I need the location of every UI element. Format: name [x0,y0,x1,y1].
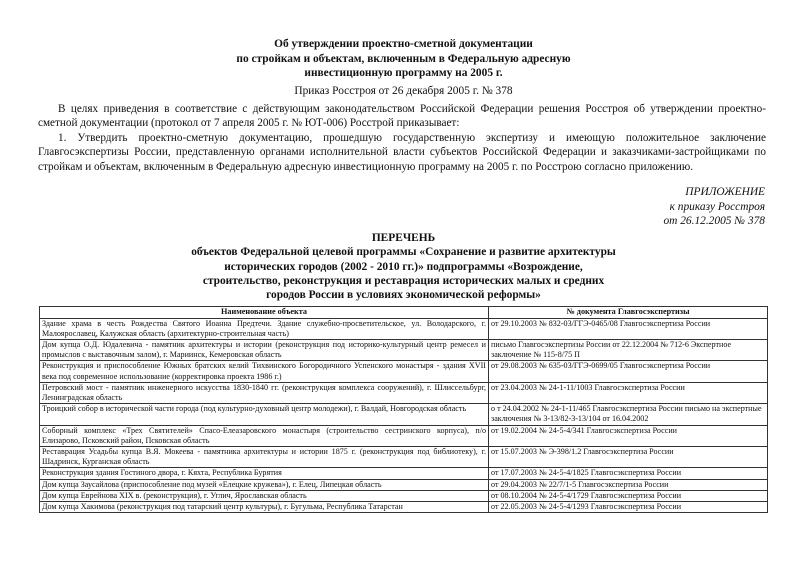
table-row [40,339,768,360]
document-number-cell: о т 24.04.2002 № 24-1-11/465 Главгосэкспертиза России письмо на экспертные заключения № 3-13/82-3-13/104 от 16.04.2002 [489,404,768,425]
object-name-cell: Троицкий собор в исторической части города (под культурно-духовный центр молодежи), г. Валдай, Новгородская область [40,404,489,425]
column-header-object: Наименование объекта [40,307,489,319]
document-number-cell: от 29.10.2003 № 832-03/ГГЭ-0465/08 Главгосэкспертиза России [489,318,768,339]
document-number-cell: от 29.04.2003 № 22/7/1-5 Главгосэкспертиза России [489,479,768,490]
list-title-line: исторических городов (2002 - 2010 гг.)» подпрограммы «Возрождение, [224,260,583,273]
object-name-cell: Реконструкция здания Гостиного двора, г. Кяхта, Республика Бурятия [40,468,489,479]
object-name-cell: Реставрация Усадьбы купца В.Я. Мокеева - памятника архитектуры и истории 1875 г. (реконструкция под библиотеку), г. Шадринск, Курганская область [40,446,489,467]
table-row [40,479,768,490]
list-title-line: ПЕРЕЧЕНЬ [371,232,436,244]
object-name-cell: Дом купца Еврейнова XIX в. (реконструкция), г. Углич, Ярославская область [40,490,489,501]
title-line: Об утверждении проектно-сметной документации [274,38,533,50]
appendix-line: от 26.12.2005 № 378 [663,215,765,227]
list-title-line: городов России в условиях экономической реформы» [266,289,541,302]
document-number-cell: от 17.07.2003 № 24-5-4/1825 Главгосэкспертиза России [489,468,768,479]
table-row [40,361,768,382]
object-name-cell: Соборный комплекс «Трех Святителей» Спасо-Елеазаровского монастыря (строительство сестринского корпуса), п/о Елизарово, Псковский район, Псковская область [40,425,489,446]
table-header-row [40,307,768,319]
list-title-line: объектов Федеральной целевой программы «Сохранение и развитие архитектуры [191,246,616,259]
object-name-cell: Реконструкция и приспособление Южных братских келий Тихвинского Богородичного Успенского монастыря - здания XVII века под современное использование (корректировка проекта 1986 г.) [40,361,489,382]
title-line: инвестиционную программу на 2005 г. [304,67,503,79]
table-row [40,425,768,446]
objects-table [39,306,768,513]
title-line: по стройкам и объектам, включенным в Федеральную адресную [236,52,571,65]
object-name-cell: Здание храма в честь Рождества Святого Иоанна Предтечи. Здание служебно-просветительское, ул. Володарского, г. Малоярославец, Калужская область (архитектурно-строительная часть) [40,318,489,339]
table-row [40,501,768,512]
document-number-cell: от 19.02.2004 № 24-5-4/341 Главгосэкспертиза России [489,425,768,446]
object-name-cell: Дом купца Заусайлова (приспособление под музей «Елецкие кружева»), г. Елец, Липецкая область [40,479,489,490]
table-row [40,404,768,425]
column-header-document: № документа Главгосэкспертизы [489,307,768,319]
table-row [40,382,768,403]
document-number-cell: от 22.05.2003 № 24-5-4/1293 Главгосэкспертиза России [489,501,768,512]
appendix-line: ПРИЛОЖЕНИЕ [685,186,765,198]
document-number-cell: письмо Главгосэкспертизы России от 22.12.2004 № 712-6 Экспертное заключение № 115-8/75 П [489,339,768,360]
document-number-cell: от 15.07.2003 № Э-398/1.2 Главгосэкспертиза России [489,446,768,467]
appendix-line: к приказу Росстроя [669,200,765,213]
object-name-cell: Дом купца Хакимова (реконструкция под татарский центр культуры), г. Бугульма, Республика Татарстан [40,501,489,512]
document-number-cell: от 23.04.2003 № 24-1-11/1003 Главгосэкспертиза России [489,382,768,403]
object-name-cell: Дом купца О.Д. Юдалевича - памятник архитектуры и истории (реконструкция под историко-культурный центр ремесел и промыслов с выставочным залом), г. Мариинск, Кемеровская область [40,339,489,360]
table-row [40,446,768,467]
list-title [0,231,807,302]
table-row [40,468,768,479]
preamble-paragraph: В целях приведения в соответствие с действующим законодательством Российской Федерации решения Росстроя об утверждении проектно-сметной документации (протокол от 7 апреля 2005 г. № ЮТ-006) Росстрой приказывает: [38,103,766,130]
document-number-cell: от 08.10.2004 № 24-5-4/1729 Главгосэкспертиза России [489,490,768,501]
document-title [0,37,807,81]
list-title-line: строительство, реконструкция и реставрация исторических малых и средних [202,274,605,287]
resolution-paragraph: 1. Утвердить проектно-сметную документацию, прошедшую государственную экспертизу и имеющую положительное заключение Главгосэкспертизы России, представленную органами исполнительной власти субъектов Российской Федерации и заказчиками-застройщиками по стройкам и объектам, включенным в Федеральную адресную инвестиционную программу на 2005 г. по Росстрою согласно приложению. [38,132,766,173]
object-name-cell: Петровский мост - памятник инженерного искусства 1830-1840 гг. (реконструкция комплекса сооружений), г. Шлиссельбург, Ленинградская область [40,382,489,403]
order-line: Приказ Росстроя от 26 декабря 2005 г. № 378 [294,85,513,97]
table-row [40,318,768,339]
table-row [40,490,768,501]
document-number-cell: от 29.08.2003 № 635-03/ГГЭ-0699/05 Главгосэкспертиза России [489,361,768,382]
appendix-note [663,185,765,229]
